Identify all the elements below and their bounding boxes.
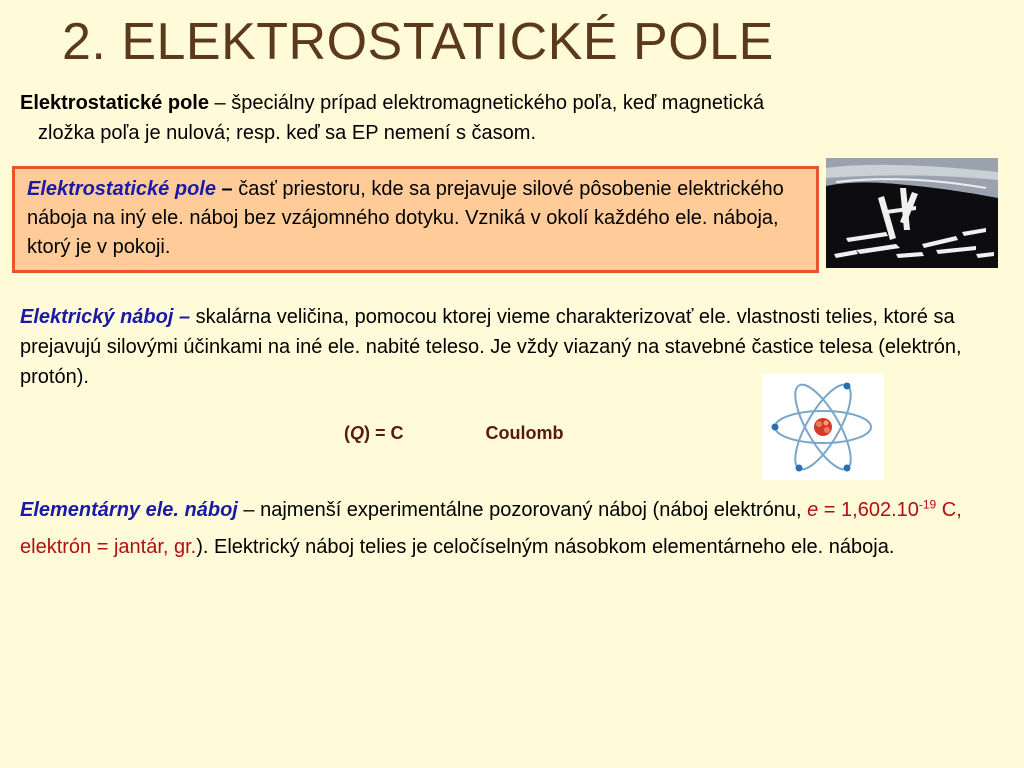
charge-text: skalárna veličina, pomocou ktorej vieme charakterizovať ele. vlastnosti telies, ktoré sa prejavujú silovými účinkami na iné ele. nabité teleso. Je vždy viazaný na stavebné častice telesa (elektrón, protón). bbox=[20, 306, 962, 388]
unit-name: Coulomb bbox=[485, 423, 564, 443]
definition-box bbox=[12, 166, 819, 273]
elementary-unit-text: C, elektrón = jantár, gr. bbox=[20, 499, 962, 558]
electrostatic-paper-scraps-photo bbox=[826, 158, 998, 268]
intro-term: Elektrostatické pole bbox=[20, 92, 209, 114]
charge-unit-line bbox=[344, 423, 564, 444]
elementary-value: = 1,602.10 bbox=[818, 499, 919, 521]
elementary-exponent: -19 bbox=[918, 497, 937, 512]
elementary-text-1: – najmenší experimentálne pozorovaný náboj (náboj elektrónu, bbox=[237, 499, 808, 521]
atom-model-image bbox=[762, 374, 884, 480]
unit-open: ( bbox=[344, 423, 350, 443]
elementary-text-2: ). Elektrický náboj telies je celočíselným násobkom elementárneho ele. náboja. bbox=[196, 536, 895, 558]
elementary-charge-paragraph bbox=[20, 492, 1010, 566]
definition-dash: – bbox=[215, 178, 233, 200]
elementary-term: Elementárny ele. náboj bbox=[20, 499, 238, 521]
charge-term: Elektrický náboj – bbox=[20, 306, 191, 328]
unit-symbol: Q bbox=[350, 423, 365, 443]
elementary-e-symbol: e bbox=[807, 499, 819, 521]
definition-term: Elektrostatické pole bbox=[27, 178, 216, 200]
intro-line-1 bbox=[20, 88, 1010, 118]
intro-text-1: – špeciálny prípad elektromagnetického poľa, keď magnetická bbox=[208, 92, 765, 114]
definition-text: časť priestoru, kde sa prejavuje silové pôsobenie elektrického náboja na iný ele. náboj bez vzájomného dotyku. Vzniká v okolí každého ele. náboja, ktorý je v pokoji. bbox=[27, 178, 784, 258]
intro-paragraph bbox=[20, 88, 1010, 148]
unit-equals: ) = C bbox=[364, 423, 404, 443]
slide-title: 2. ELEKTROSTATICKÉ POLE bbox=[62, 13, 774, 71]
intro-line-2: zložka poľa je nulová; resp. keď sa EP nemení s časom. bbox=[38, 122, 537, 144]
